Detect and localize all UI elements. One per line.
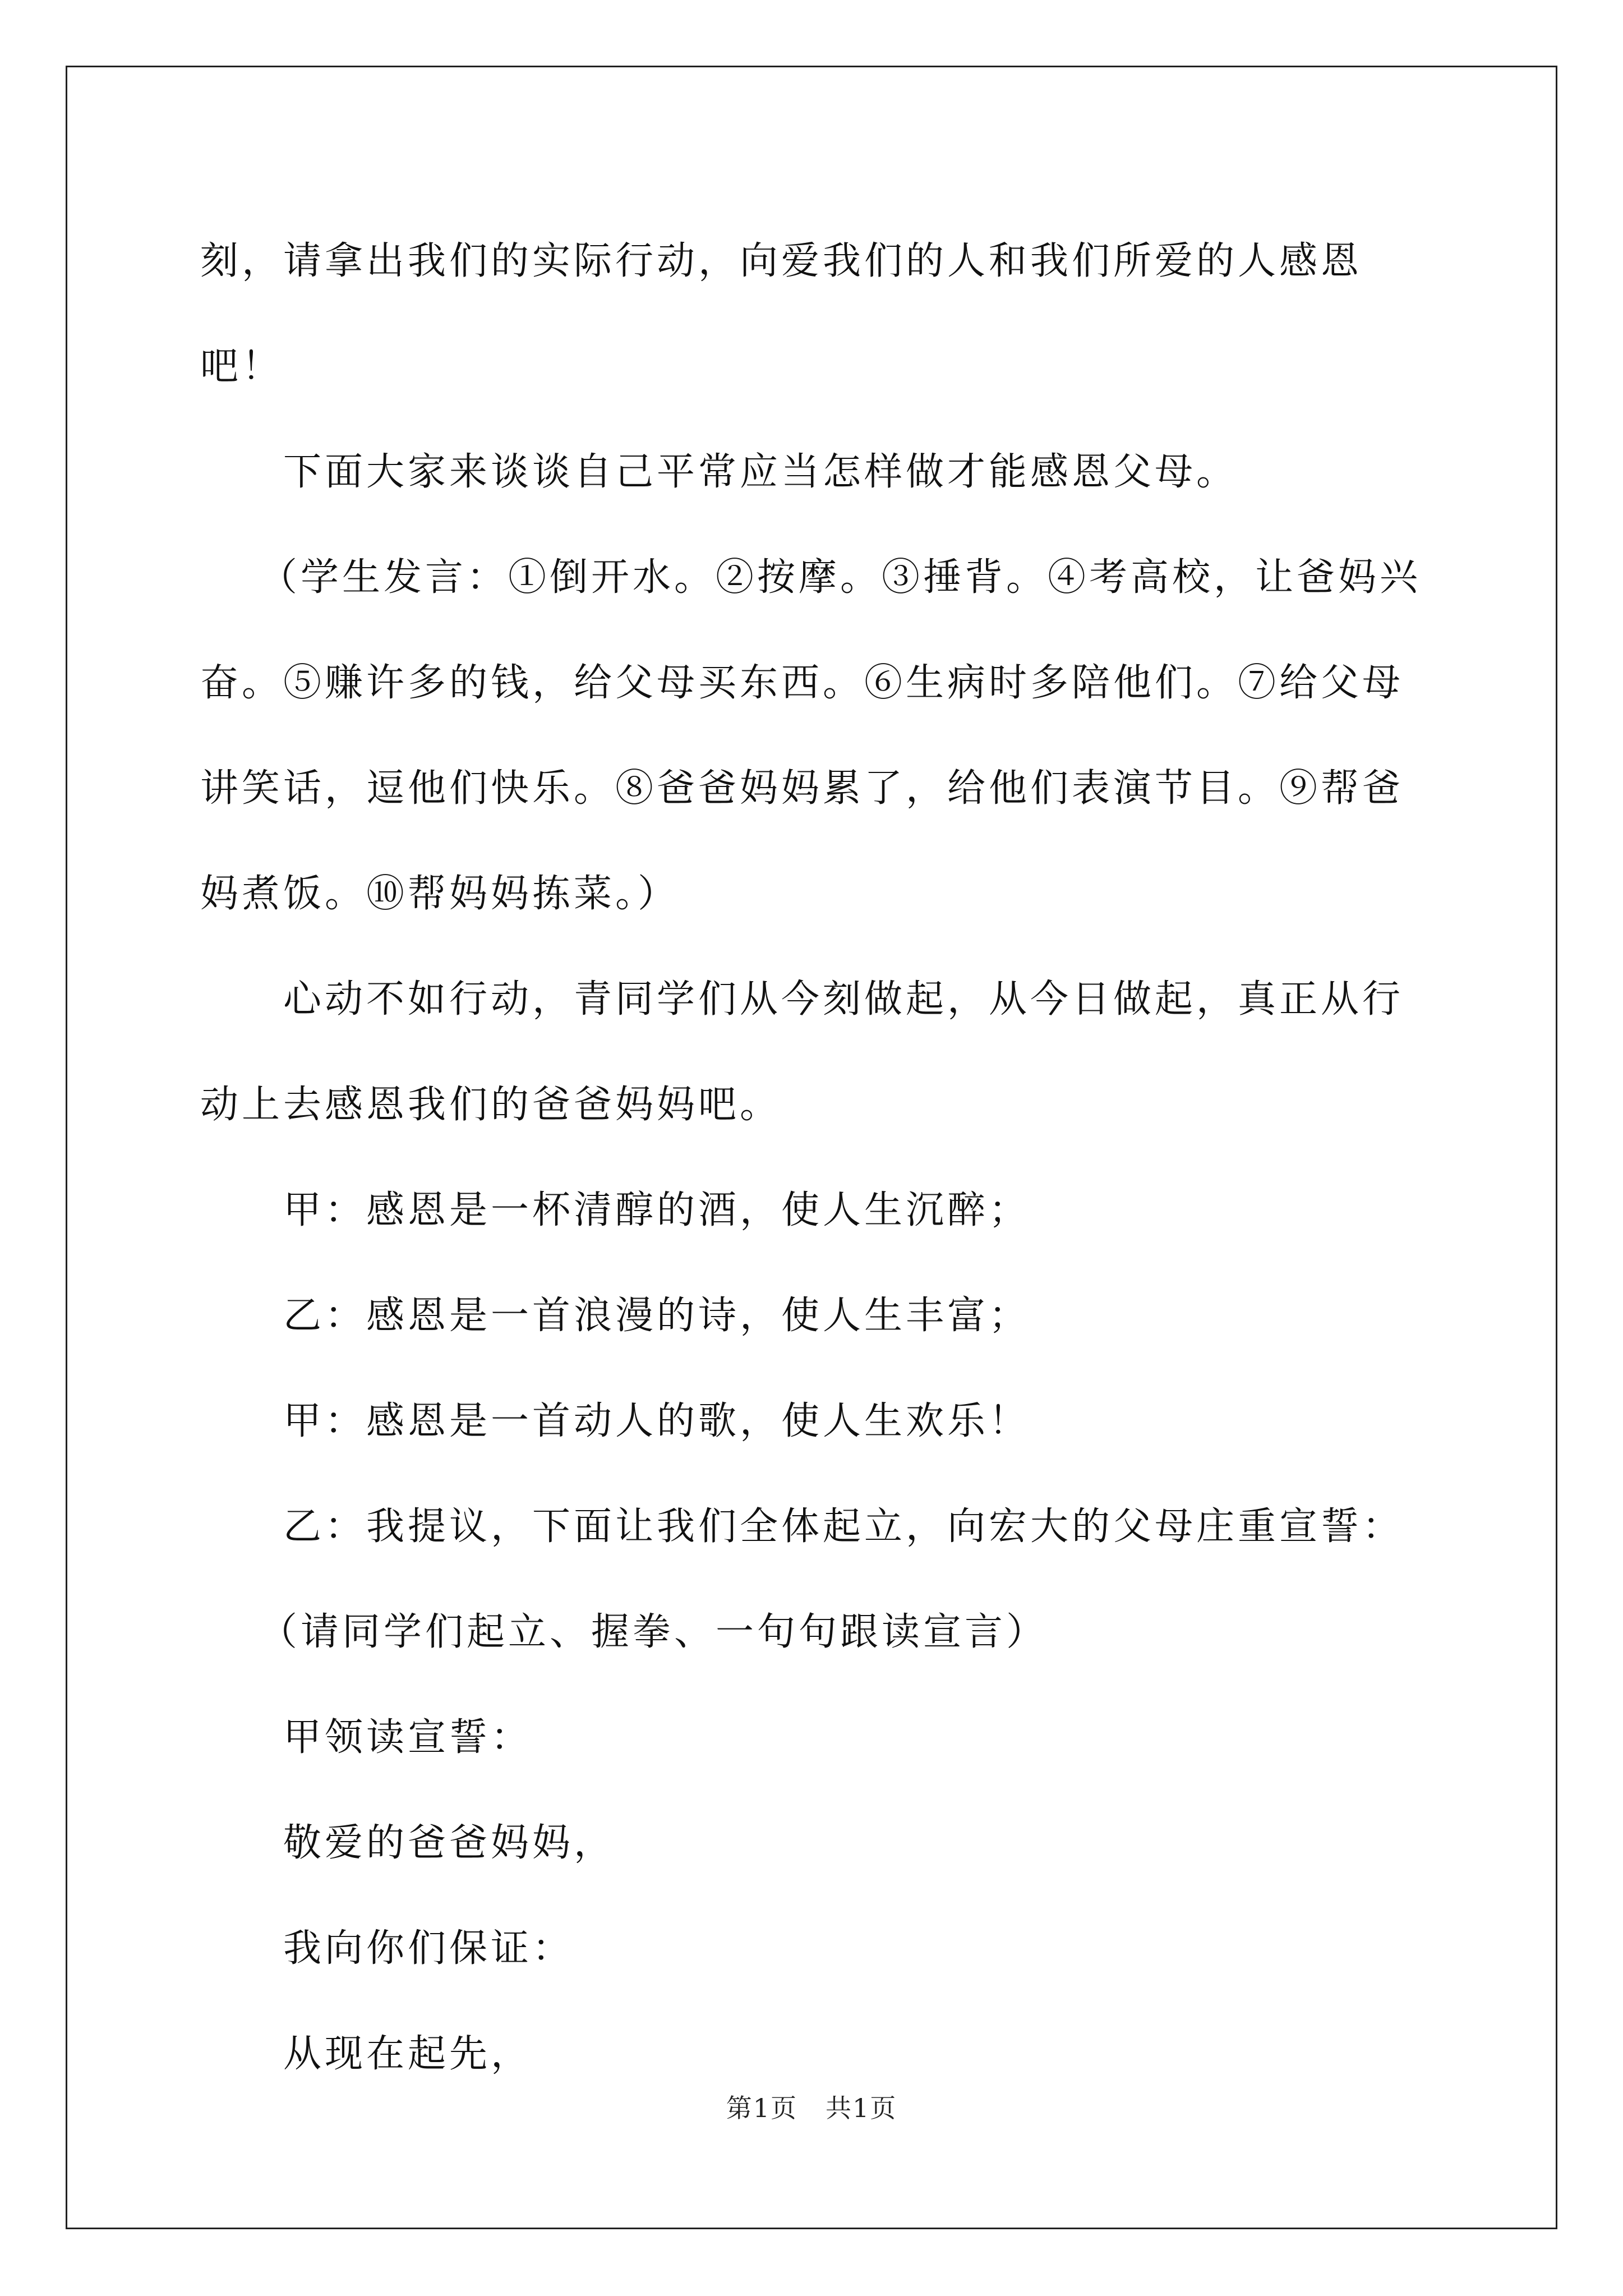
- paragraph-4: 心动不如行动，青同学们从今刻做起，从今日做起，真正从行动上去感恩我们的爸爸妈妈吧。: [200, 977, 1404, 1127]
- document-body: [200, 209, 1428, 2107]
- paragraph-8: 乙：我提议，下面让我们全体起立，向宏大的父母庄重宣誓：: [283, 1504, 1404, 1549]
- paragraph-11: 敬爱的爸爸妈妈，: [283, 1821, 616, 1865]
- paragraph-5: 甲：感恩是一杯清醇的酒，使人生沉醉；: [283, 1188, 1031, 1232]
- paragraph-2: 下面大家来谈谈自己平常应当怎样做才能感恩父母。: [283, 450, 1238, 494]
- paragraph-13: 从现在起先，: [283, 2032, 533, 2076]
- paragraph-10: 甲领读宣誓：: [283, 1715, 533, 1760]
- paragraph-3: （学生发言：①倒开水。②按摩。③捶背。④考高校，让爸妈兴奋。⑤赚许多的钱，给父母买东西。⑥生病时多陪他们。⑦给父母讲笑话，逗他们快乐。⑧爸爸妈妈累了，给他们表演节目。⑨帮爸妈煮饭。⑩帮妈妈拣菜。）: [200, 555, 1422, 916]
- page-footer: [0, 2088, 1623, 2125]
- paragraph-1: 刻，请拿出我们的实际行动，向爱我们的人和我们所爱的人感恩吧！: [200, 239, 1363, 389]
- page-number: 第1页: [726, 2093, 797, 2123]
- paragraph-6: 乙：感恩是一首浪漫的诗，使人生丰富；: [283, 1294, 1031, 1338]
- paragraph-7: 甲：感恩是一首动人的歌，使人生欢乐！: [283, 1399, 1031, 1443]
- page-total: 共1页: [826, 2093, 897, 2123]
- paragraph-12: 我向你们保证：: [283, 1926, 574, 1971]
- paragraph-9: （请同学们起立、握拳、一句句跟读宣言）: [259, 1610, 1048, 1654]
